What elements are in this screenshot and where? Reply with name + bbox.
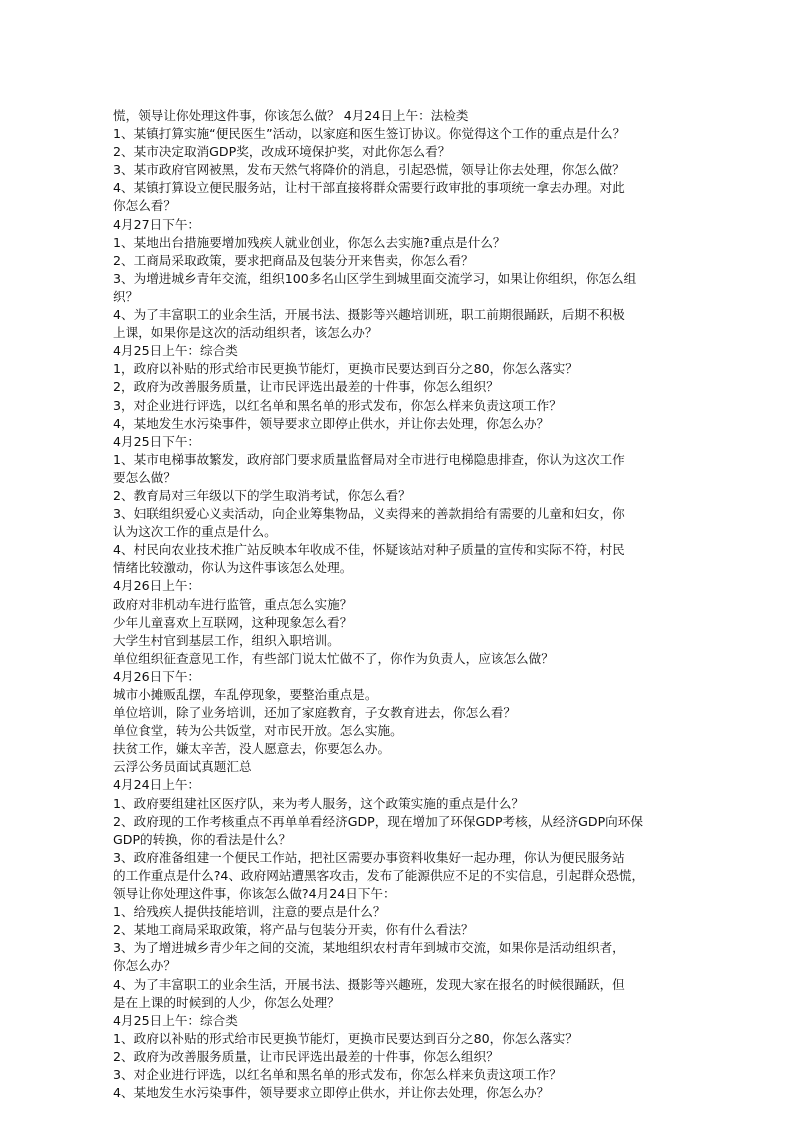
- text-line: 3、为了增进城乡青少年之间的交流，某地组织农村青年到城市交流，如果你是活动组织者，: [113, 940, 625, 956]
- text-line: 2、教育局对三年级以下的学生取消考试，你怎么看？: [113, 487, 411, 503]
- text-line: 情绪比较激动，你认为这件事该怎么处理。: [113, 560, 353, 576]
- section-heading: 4月24日上午：: [113, 777, 201, 793]
- text-line: 4、村民向农业技术推广站反映本年收成不佳，怀疑该站对种子质量的宣传和实际不符，村民: [113, 542, 625, 558]
- text-line: 扶贫工作，嫌太辛苦，没人愿意去，你要怎么办。: [113, 741, 391, 757]
- text-line: 的工作重点是什么?4、政府网站遭黑客攻击，发布了能源供应不足的不实信息，引起群众恐慌，: [113, 867, 645, 883]
- text-line: 1、政府以补贴的形式给市民更换节能灯，更换市民要达到百分之80，你怎么落实？: [113, 1030, 578, 1046]
- text-line: 你怎么办？: [113, 958, 176, 974]
- text-line: 1、某镇打算实施“便民医生”活动，以家庭和医生签订协议。你觉得这个工作的重点是什么？: [113, 126, 626, 142]
- text-line: 2、政府现的工作考核重点不再单单看经济GDP，现在增加了环保GDP考核，从经济GDP向环保: [113, 813, 643, 829]
- text-line: 3、某市政府官网被黑，发布天然气将降价的消息，引起恐慌，领导让你去处理，你怎么做？: [113, 162, 625, 178]
- section-heading: 4月26日上午：: [113, 578, 201, 594]
- text-line: 少年儿童喜欢上互联网，这种现象怎么看？: [113, 614, 353, 630]
- text-line: 4、某地发生水污染事件，领导要求立即停止供水，并让你去处理，你怎么办？: [113, 1085, 550, 1101]
- text-line: 是在上课的时候到的人少，你怎么处理？: [113, 994, 340, 1010]
- section-heading: 4月25日上午：综合类: [113, 343, 238, 359]
- text-line: 2、某地工商局采取政策，将产品与包装分开卖，你有什么看法？: [113, 922, 474, 938]
- text-line: 你怎么看？: [113, 198, 176, 214]
- text-line: 1、某市电梯事故繁发，政府部门要求质量监督局对全市进行电梯隐患排查，你认为这次工作: [113, 451, 625, 467]
- text-line: 城市小摊贩乱摆，车乱停现象，要整治重点是。: [113, 687, 378, 702]
- section-heading: 4月25日上午：综合类: [113, 1012, 238, 1028]
- text-line: GDP的转换，你的看法是什么？: [113, 831, 292, 847]
- text-line: 4、为了丰富职工的业余生活，开展书法、摄影等兴趣培训班，职工前期很踊跃，后期不积极: [113, 307, 625, 323]
- text-line: 2、某市决定取消GDP奖，改成环境保护奖，对此你怎么看？: [113, 144, 451, 160]
- section-heading: 4月26日下午：: [113, 668, 201, 684]
- text-line: 1，政府以补贴的形式给市民更换节能灯，更换市民要达到百分之80，你怎么落实？: [113, 361, 578, 377]
- text-line: 1、给残疾人提供技能培训，注意的要点是什么？: [113, 904, 386, 920]
- text-line: 3、妇联组织爱心义卖活动，向企业筹集物品，义卖得来的善款捐给有需要的儿童和妇女，你: [113, 506, 625, 522]
- text-line: 1、政府要组建社区医疗队，来为考人服务，这个政策实施的重点是什么？: [113, 795, 525, 811]
- text-line: 政府对非机动车进行监管，重点怎么实施？: [113, 596, 353, 612]
- text-line: 3、为增进城乡青年交流，组织100多名山区学生到城里面交流学习，如果让你组织，你怎么组: [113, 270, 637, 286]
- text-line: 4、某镇打算设立便民服务站，让村干部直接将群众需要行政审批的事项统一拿去办理。对此: [113, 180, 625, 196]
- text-line: 单位培训，除了业务培训，还加了家庭教育，子女教育进去，你怎么看？: [113, 705, 516, 721]
- text-line: 单位食堂，转为公共饭堂，对市民开放。怎么实施。: [113, 723, 403, 739]
- text-line: 单位组织征查意见工作，有些部门说太忙做不了，你作为负责人，应该怎么做？: [113, 650, 554, 666]
- section-heading: 4月25日下午：: [113, 433, 201, 449]
- document-page: [113, 107, 693, 1102]
- text-line: 4，某地发生水污染事件，领导要求立即停止供水，并让你去处理，你怎么办？: [113, 415, 550, 431]
- text-line: 3、政府准备组建一个便民工作站，把社区需要办事资料收集好一起办理，你认为便民服务站: [113, 849, 625, 865]
- text-line: 大学生村官到基层工作，组织入职培训。: [113, 632, 340, 648]
- text-line: 1、某地出台措施要增加残疾人就业创业，你怎么去实施?重点是什么？: [113, 234, 506, 250]
- text-line: 3、对企业进行评选，以红名单和黑名单的形式发布，你怎么样来负责这项工作？: [113, 1066, 562, 1082]
- text-line: 要怎么做？: [113, 469, 176, 485]
- text-line: 2，政府为改善服务质量，让市民评选出最差的十件事，你怎么组织？: [113, 379, 499, 395]
- section-title: 云浮公务员面试真题汇总: [113, 759, 252, 775]
- section-heading: 4月27日下午：: [113, 216, 201, 232]
- text-line: 3，对企业进行评选，以红名单和黑名单的形式发布，你怎么样来负责这项工作？: [113, 397, 562, 413]
- text-line: 2、工商局采取政策，要求把商品及包装分开来售卖，你怎么看？: [113, 252, 474, 268]
- text-line: 认为这次工作的重点是什么。: [113, 524, 277, 540]
- text-line: 2、政府为改善服务质量，让市民评选出最差的十件事，你怎么组织？: [113, 1048, 499, 1064]
- text-line: 上课，如果你是这次的活动组织者，该怎么办？: [113, 325, 378, 341]
- text-line: 领导让你处理这件事，你该怎么做?4月24日下午：: [113, 886, 396, 902]
- text-line: 4、为了丰富职工的业余生活，开展书法、摄影等兴趣班，发现大家在报名的时候很踊跃，但: [113, 976, 625, 992]
- text-line: 织？: [113, 288, 139, 304]
- text-line: 慌，领导让你处理这件事，你该怎么做？ 4月24日上午：法检类: [113, 108, 469, 123]
